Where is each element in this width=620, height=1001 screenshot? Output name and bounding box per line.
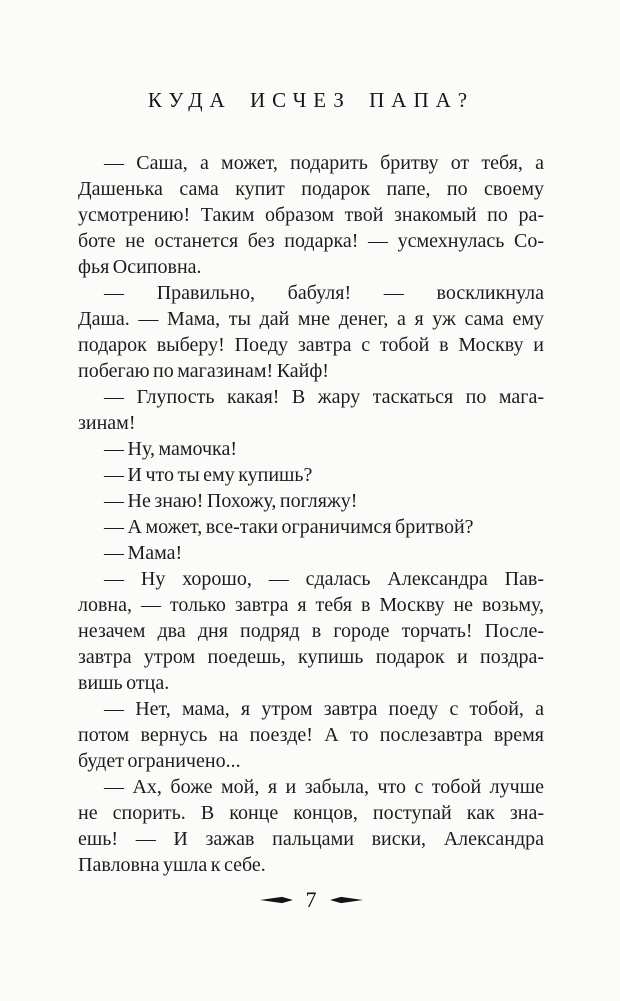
text-line: фья Осиповна. <box>78 256 202 278</box>
text-line: Дашенька сама купит подарок папе, по своему <box>78 178 544 200</box>
page-number: 7 <box>305 887 317 912</box>
text-line: не спорить. В конце концов, поступай как зна- <box>78 802 544 824</box>
chapter-title: КУДА ИСЧЕЗ ПАПА? <box>147 88 475 112</box>
text-line: завтра утром поедешь, купишь подарок и поздра- <box>78 646 544 668</box>
text-line: потом вернусь на поезде! А то послезавтра время <box>78 724 544 746</box>
tapered-dash-right-icon <box>330 895 363 905</box>
text-line: — Ну, мамочка! <box>104 438 237 460</box>
text-line: усмотрению! Таким образом твой знакомый по ра- <box>78 204 544 226</box>
text-line: боте не останется без подарка! — усмехнулась Со- <box>78 230 544 252</box>
tapered-dash-left-icon <box>260 895 293 905</box>
text-line: — Саша, а может, подарить бритву от тебя, а <box>104 152 544 174</box>
text-line: — Не знаю! Похожу, погляжу! <box>104 490 358 512</box>
text-line: — Ах, боже мой, я и забыла, что с тобой лучше <box>104 776 544 798</box>
text-line: ловна, — только завтра я тебя в Москву не возьму, <box>78 594 544 616</box>
text-line: незачем два дня подряд в городе торчать! После- <box>78 620 544 642</box>
text-line: — Ну хорошо, — сдалась Александра Пав- <box>104 568 544 590</box>
text-line: вишь отца. <box>78 672 170 694</box>
text-line: Павловна ушла к себе. <box>78 854 266 876</box>
text-line: побегаю по магазинам! Кайф! <box>78 360 329 382</box>
body-text <box>78 150 544 878</box>
text-line: — Мама! <box>104 542 183 564</box>
text-line: ешь! — И зажав пальцами виски, Александра <box>78 828 544 850</box>
text-line: Даша. — Мама, ты дай мне денег, а я уж сама ему <box>78 308 544 330</box>
page-footer <box>78 887 544 913</box>
text-line: подарок выберу! Поеду завтра с тобой в Москву и <box>78 334 544 356</box>
text-line: зинам! <box>78 412 136 434</box>
text-line: — Глупость какая! В жару таскаться по мага- <box>104 386 544 408</box>
text-line: — А может, все-таки ограничимся бритвой? <box>104 516 474 538</box>
text-line: будет ограничено... <box>78 750 241 772</box>
text-line: — И что ты ему купишь? <box>104 464 313 486</box>
text-line: — Правильно, бабуля! — воскликнула <box>104 282 544 304</box>
text-line: — Нет, мама, я утром завтра поеду с тобой, а <box>104 698 544 720</box>
